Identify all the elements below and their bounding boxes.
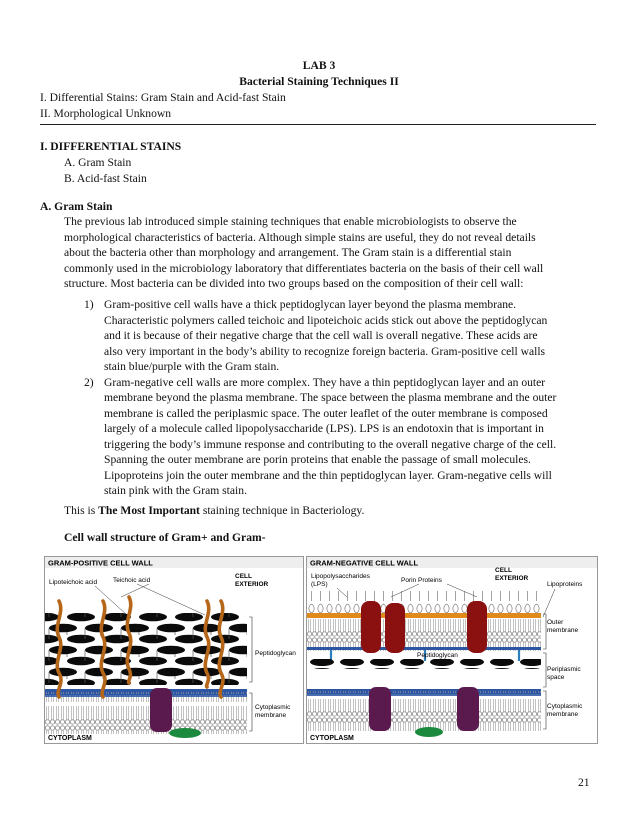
gp-label-exterior: EXTERIOR xyxy=(235,581,269,588)
gn-outer-membrane xyxy=(307,615,541,651)
list-line: Characteristic polymers called teichoic and lipoteichoic acids stick out above the peptidoglycan xyxy=(104,313,548,327)
outline-item-2: II. Morphological Unknown xyxy=(40,107,172,120)
gn-label-peptidoglycan: Peptidoglycan xyxy=(417,652,458,659)
gram-negative-svg xyxy=(307,557,597,743)
intro-line: about the bacteria other than morphology and arrangement. The Gram stain is a differential stain xyxy=(64,246,512,259)
gn-label-exterior: EXTERIOR xyxy=(495,575,529,582)
intro-line: morphological characteristics of bacteria. Although simple stains are useful, they do not reveal details xyxy=(64,230,536,244)
gn-label-lps2: (LPS) xyxy=(311,581,328,588)
gp-label-teichoic: Teichoic acid xyxy=(113,577,151,584)
gn-label-outer2: membrane xyxy=(547,627,579,634)
list-line: stain blue/purple with the Gram stain. xyxy=(104,360,280,373)
list-line: triggering the body’s immune response and contributing to the overall negative charge of the cell. xyxy=(104,437,557,451)
list-number-2: 2) xyxy=(84,375,94,389)
gn-label-peri2: space xyxy=(547,674,565,681)
gn-porin-protein xyxy=(361,601,381,653)
gn-label-lps1: Lipopolysaccharides xyxy=(311,573,370,580)
gp-label-cyto1: Cytoplasmic xyxy=(255,704,291,711)
gram-positive-diagram xyxy=(44,556,304,744)
list-line: membrane beyond the plasma membrane. The space between the plasma membrane and the outer xyxy=(104,391,557,404)
gp-peptidoglycan-layer xyxy=(45,613,247,685)
gn-label-peri1: Periplasmic xyxy=(547,666,581,673)
gn-label-cell: CELL xyxy=(495,567,512,574)
intro-line: structure. Most bacteria can be divided into two groups based on the composition of their cell wall: xyxy=(64,277,524,290)
page-number: 21 xyxy=(578,776,590,789)
list-line: Spanning the outer membrane are porin proteins that enable the passage of small molecules. xyxy=(104,453,531,466)
gn-porin-protein xyxy=(385,603,405,653)
lab-title: LAB 3 xyxy=(302,59,336,72)
gn-peptidoglycan-layer xyxy=(307,659,541,669)
gn-label-porin: Porin Proteins xyxy=(401,577,442,584)
gn-label-cyto2: membrane xyxy=(547,711,579,718)
important-emphasis: The Most Important xyxy=(98,504,200,517)
list-line: membrane is called the periplasmic space. The outer leaflet of the outer membrane is composed xyxy=(104,406,548,420)
gn-plasma-membrane xyxy=(307,691,541,731)
gram-negative-diagram xyxy=(306,556,598,744)
lab-subtitle: Bacterial Staining Techniques II xyxy=(239,75,399,88)
gp-label-cytoplasm: CYTOPLASM xyxy=(48,735,92,742)
gn-label-cytoplasm: CYTOPLASM xyxy=(310,735,354,742)
gn-lps-layer xyxy=(307,591,541,613)
gram-positive-svg xyxy=(45,557,303,743)
gp-plasma-membrane xyxy=(45,692,247,734)
gn-peripheral-protein xyxy=(415,727,443,737)
gn-label-cyto1: Cytoplasmic xyxy=(547,703,583,710)
list-line: and it is because of their negative charge that the cell wall is overall negative. These acids are xyxy=(104,329,538,342)
gp-label-cyto2: membrane xyxy=(255,712,287,719)
divider-line xyxy=(40,124,596,125)
section-heading: I. DIFFERENTIAL STAINS xyxy=(40,140,182,153)
gp-membrane-protein xyxy=(150,688,172,732)
gp-label-peptidoglycan: Peptidoglycan xyxy=(255,650,296,657)
gn-membrane-protein xyxy=(457,687,479,731)
gn-label-outer1: Outer xyxy=(547,619,564,626)
list-line: Lipoproteins join the outer membrane and the thin peptidoglycan layer. Gram-negative cells will xyxy=(104,468,552,482)
intro-line: The previous lab introduced simple staining techniques that enable microbiologists to observe the xyxy=(64,215,517,228)
section-item-b: B. Acid-fast Stain xyxy=(64,172,147,185)
gn-membrane-protein xyxy=(369,687,391,731)
list-line: Gram-negative cell walls are more complex. They have a thin peptidoglycan layer and an outer xyxy=(104,375,546,389)
important-statement: This is The Most Important staining technique in Bacteriology. xyxy=(64,504,365,517)
gn-title: GRAM-NEGATIVE CELL WALL xyxy=(310,558,419,568)
outline-item-1: I. Differential Stains: Gram Stain and Acid-fast Stain xyxy=(40,91,286,104)
gn-label-lipoproteins: Lipoproteins xyxy=(547,581,583,588)
gp-peripheral-protein xyxy=(169,728,201,738)
list-line: also very important in the body’s ability to recognize foreign bacteria. Gram-positive cell walls xyxy=(104,344,546,358)
intro-line: commonly used in the microbiology laboratory that differentiates bacteria on the basis of their cell wall xyxy=(64,261,544,275)
figure-caption: Cell wall structure of Gram+ and Gram- xyxy=(64,531,266,544)
gram-heading: A. Gram Stain xyxy=(40,200,113,213)
list-line: largely of a molecule called lipopolysaccharide (LPS). LPS is an endotoxin that is important in xyxy=(104,422,544,435)
list-line: stain pink with the Gram stain. xyxy=(104,484,247,497)
list-line: Gram-positive cell walls have a thick peptidoglycan layer beyond the plasma membrane. xyxy=(104,298,517,311)
gp-label-lipoteichoic: Lipoteichoic acid xyxy=(49,579,98,586)
list-number-1: 1) xyxy=(84,298,94,311)
gp-title: GRAM-POSITIVE CELL WALL xyxy=(48,558,153,568)
gp-label-cell: CELL xyxy=(235,573,252,580)
section-item-a: A. Gram Stain xyxy=(64,156,132,169)
gn-porin-protein xyxy=(467,601,487,653)
